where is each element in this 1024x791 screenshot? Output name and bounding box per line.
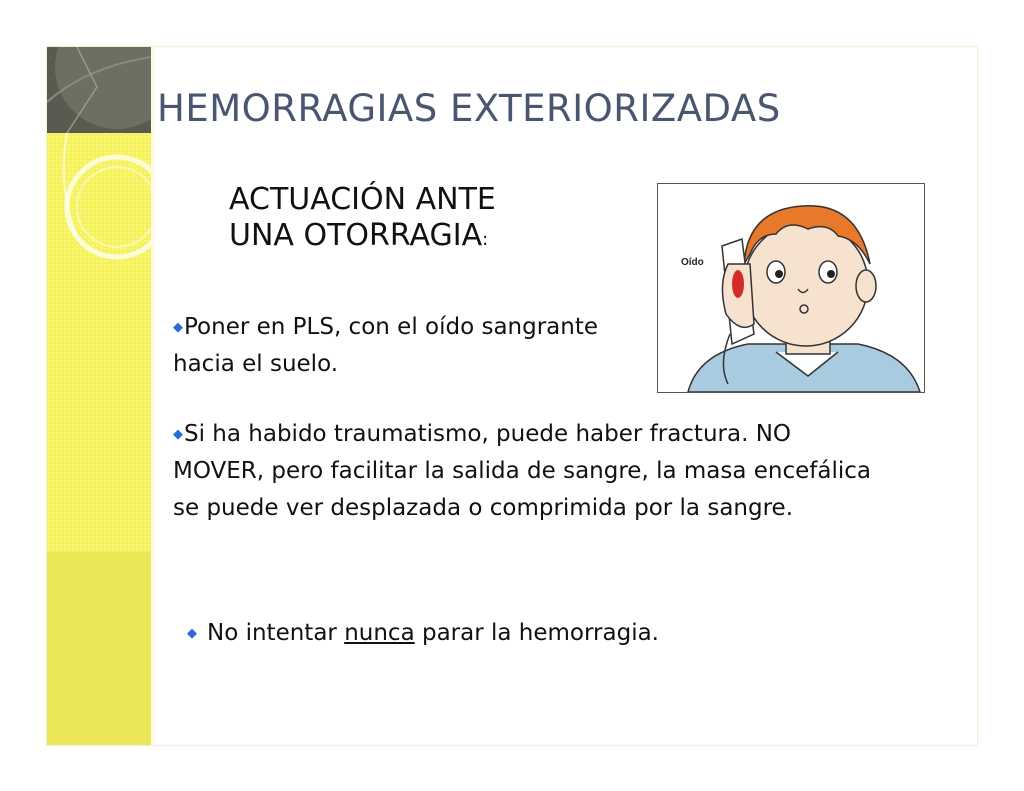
slide-subtitle <box>229 182 649 258</box>
subtitle-line-2 <box>229 218 649 258</box>
illustration-label: Oído <box>681 257 704 268</box>
slide-title: HEMORRAGIAS EXTERIORIZADAS <box>157 87 781 130</box>
bullet-text-after: parar la hemorragia. <box>414 620 659 646</box>
bullet-text: Si ha habido traumatismo, puede haber fractura. NO MOVER, pero facilitar la salida de sangre, la masa encefálica se puede ver desplazada o comprimida por la sangre. <box>173 421 871 521</box>
diamond-bullet-icon: ◆ <box>187 626 197 641</box>
decorative-circles-icon <box>47 47 151 307</box>
subtitle-colon: : <box>482 229 489 250</box>
slide <box>46 46 978 746</box>
boy-holding-ear-icon <box>658 184 924 392</box>
diamond-bullet-icon: ◆ <box>173 320 183 335</box>
subtitle-line-1: ACTUACIÓN ANTE <box>229 182 496 217</box>
bullet-item-no-parar <box>187 615 887 652</box>
bullet-item-traumatismo <box>173 416 873 527</box>
bullet-text-before: No intentar <box>207 620 345 646</box>
bullet-text: Poner en PLS, con el oído sangrante hacia el suelo. <box>173 314 599 377</box>
bullet-text-emphasis: nunca <box>344 620 415 646</box>
subtitle-line-2-text: UNA OTORRAGIA <box>229 218 483 253</box>
side-band-lower-shade <box>47 552 151 745</box>
bullet-item-pls <box>173 309 613 383</box>
side-divider <box>151 47 155 745</box>
diamond-bullet-icon: ◆ <box>173 427 183 442</box>
decorative-side-band <box>47 47 151 745</box>
boy-holding-ear-illustration <box>657 183 925 393</box>
